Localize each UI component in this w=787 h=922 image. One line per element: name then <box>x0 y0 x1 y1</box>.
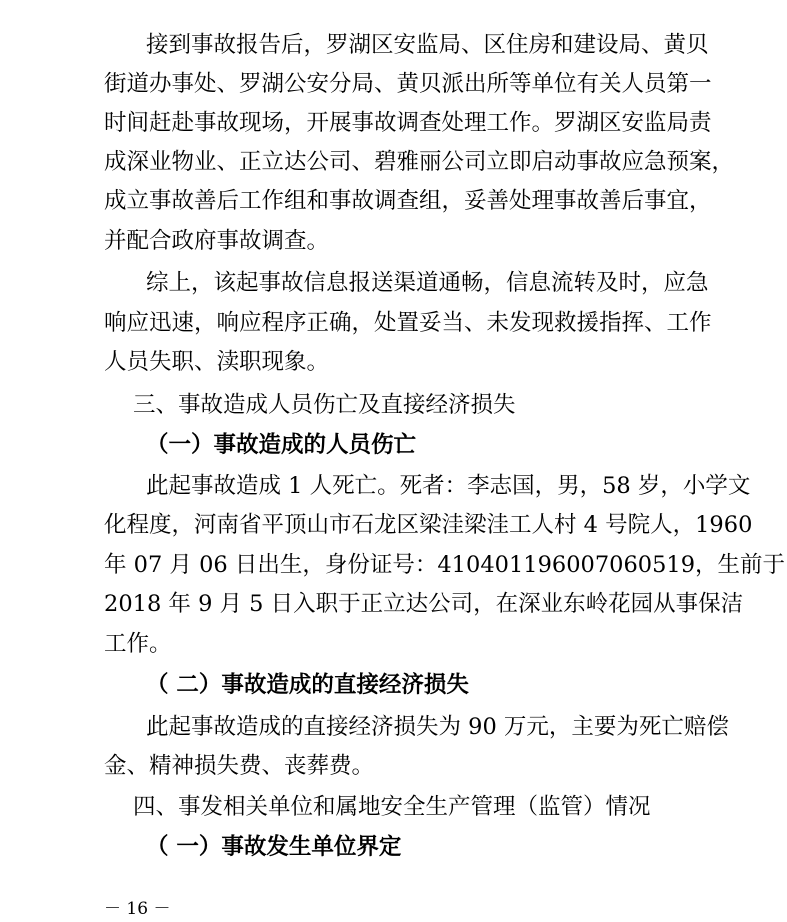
paragraph-1-line-4: 成深业物业、正立达公司、碧雅丽公司立即启动事故应急预案， <box>104 149 735 175</box>
subsection-heading-4-1: （ 一）事故发生单位界定 <box>146 834 402 860</box>
paragraph-1-line-6: 并配合政府事故调查。 <box>104 228 330 254</box>
paragraph-2-line-3: 人员失职、渎职现象。 <box>104 349 330 375</box>
paragraph-3-line-2: 化程度，河南省平顶山市石龙区梁洼梁洼工人村 4 号院人，1960 <box>104 512 753 538</box>
paragraph-3-line-4: 2018 年 9 月 5 日入职于正立达公司，在深业东岭花园从事保洁 <box>104 591 744 617</box>
paragraph-1-line-5: 成立事故善后工作组和事故调查组，妥善处理事故善后事宜， <box>104 188 712 214</box>
section-heading-4: 四、事发相关单位和属地安全生产管理（监管）情况 <box>133 794 651 820</box>
paragraph-3-line-5: 工作。 <box>104 631 172 657</box>
paragraph-4-line-1: 此起事故造成的直接经济损失为 90 万元，主要为死亡赔偿 <box>146 714 729 740</box>
paragraph-3-line-1: 此起事故造成 1 人死亡。死者：李志国，男，58 岁，小学文 <box>146 473 751 499</box>
paragraph-3-line-3: 年 07 月 06 日出生，身份证号：410401196007060519，生前于 <box>104 552 786 578</box>
subsection-heading-3-2: （ 二）事故造成的直接经济损失 <box>146 672 469 698</box>
paragraph-1-line-1: 接到事故报告后，罗湖区安监局、区住房和建设局、黄贝 <box>146 32 709 58</box>
subsection-heading-3-1: （一）事故造成的人员伤亡 <box>146 432 417 458</box>
paragraph-2-line-2: 响应迅速，响应程序正确，处置妥当、未发现救援指挥、工作 <box>104 310 712 336</box>
paragraph-1-line-3: 时间赶赴事故现场，开展事故调查处理工作。罗湖区安监局责 <box>104 110 712 136</box>
paragraph-1-line-2: 街道办事处、罗湖公安分局、黄贝派出所等单位有关人员第一 <box>104 71 712 97</box>
page-number: － 16 － <box>104 899 171 919</box>
paragraph-2-line-1: 综上，该起事故信息报送渠道通畅，信息流转及时，应急 <box>146 270 709 296</box>
paragraph-4-line-2: 金、精神损失费、丧葬费。 <box>104 753 375 779</box>
section-heading-3: 三、事故造成人员伤亡及直接经济损失 <box>133 392 516 418</box>
